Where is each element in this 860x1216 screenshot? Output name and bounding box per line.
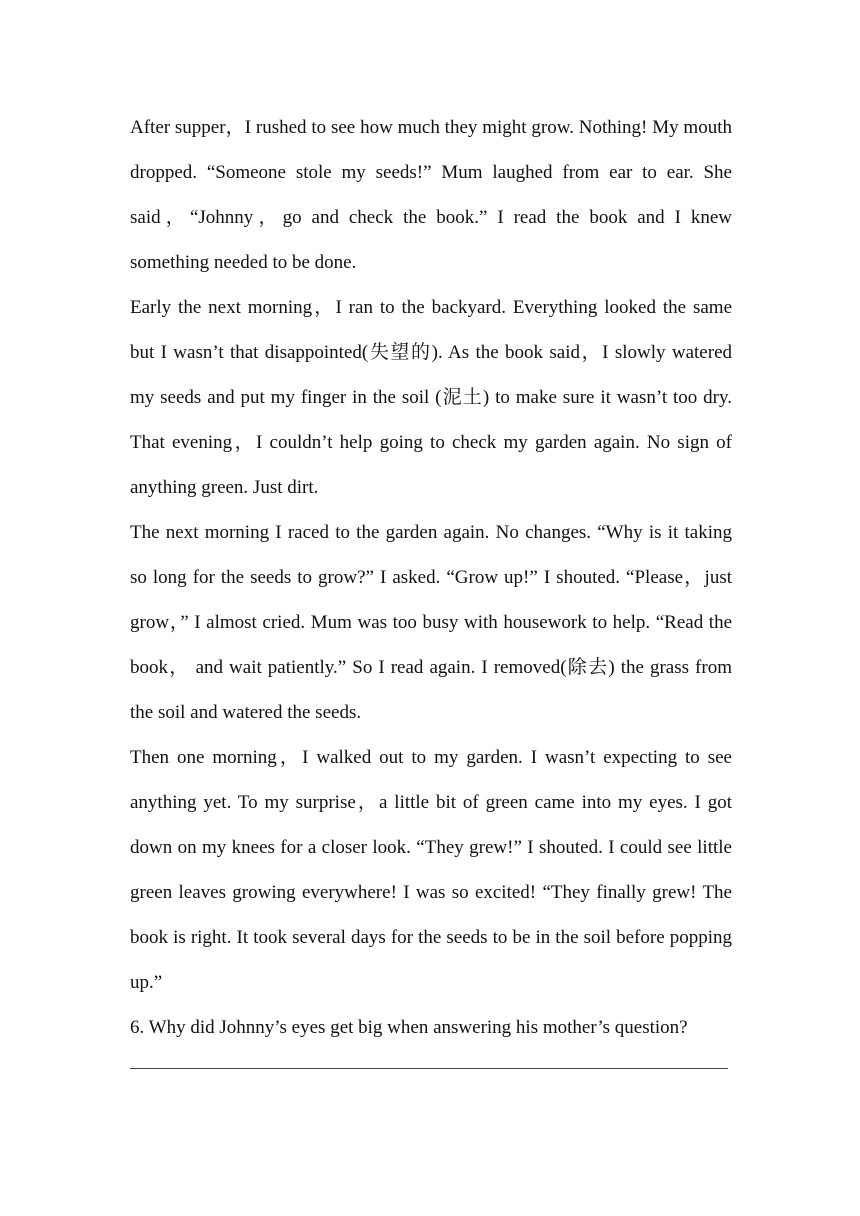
story-paragraph-4: Then one morning，I walked out to my garden. I wasn’t expecting to see anything yet. To my surprise，a little bit of green came into my eyes. I got down on my knees for a closer look. “They grew!” I shouted. I could see little green leaves growing everywhere! I was so excited! “They finally grew! The book is right. It took several days for the seeds to be in the soil before popping up.” <box>130 747 732 993</box>
story-paragraph-1: After supper，I rushed to see how much they might grow. Nothing! My mouth dropped. “Someone stole my seeds!” Mum laughed from ear to ear. She said，“Johnny，go and check the book.” I read the book and I knew something needed to be done. <box>130 117 732 273</box>
story-paragraph-3: The next morning I raced to the garden again. No changes. “Why is it taking so long for the seeds to grow?” I asked. “Grow up!” I shouted. “Please，just grow，” I almost cried. Mum was too busy with housework to help. “Read the book， and wait patiently.” So I read again. I removed(除去) the grass from the soil and watered the seeds. <box>130 522 732 723</box>
answer-blank-line[interactable] <box>130 1067 728 1069</box>
story-paragraph-2: Early the next morning，I ran to the backyard. Everything looked the same but I wasn’t that disappointed(失望的). As the book said，I slowly watered my seeds and put my finger in the soil (泥土) to make sure it wasn’t too dry. That evening，I couldn’t help going to check my garden again. No sign of anything green. Just dirt. <box>130 297 732 498</box>
document-page <box>130 105 732 1069</box>
question-6: 6. Why did Johnny’s eyes get big when answering his mother’s question? <box>130 1017 688 1038</box>
